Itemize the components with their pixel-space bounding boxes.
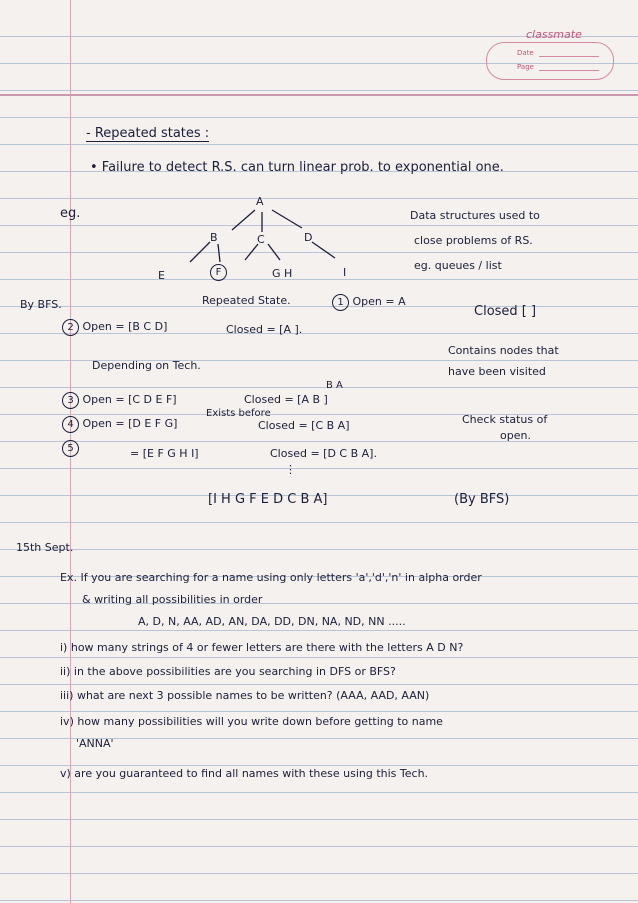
by-bfs-label: By BFS. <box>20 298 62 311</box>
contains-note-1: Contains nodes that <box>448 344 559 357</box>
step-1-closed: Closed [ ] <box>474 304 537 319</box>
question-4-name: 'ANNA' <box>76 737 114 750</box>
tree-node-a: A <box>256 195 264 208</box>
step-5-closed: Closed = [D C B A]. <box>270 447 377 460</box>
final-sequence: [I H G F E D C B A] <box>208 492 328 507</box>
tree-node-f: F <box>210 264 227 281</box>
final-by: (By BFS) <box>454 492 510 507</box>
date-note: 15th Sept. <box>16 541 74 554</box>
failure-point: • Failure to detect R.S. can turn linear prob. to exponential one. <box>90 160 504 175</box>
question-3: iii) what are next 3 possible names to be written? (AAA, AAD, AAN) <box>60 689 430 702</box>
exists-note: Exists before <box>206 408 271 419</box>
question-4: iv) how many possibilities will you write down before getting to name <box>60 715 443 728</box>
page-label: Page <box>517 63 534 71</box>
step-4-closed: Closed = [C B A] <box>258 419 350 432</box>
step-2: 2 Open = [B C D] <box>62 319 167 336</box>
tree-node-i: I <box>343 266 347 279</box>
check-note-1: Check status of <box>462 413 548 426</box>
step-2-closed: Closed = [A ]. <box>226 323 303 336</box>
step-3: 3 Open = [C D E F] <box>62 392 177 409</box>
step-3-closed: Closed = [A B ] <box>244 393 328 406</box>
tree-node-c: C <box>257 233 265 246</box>
question-5: v) are you guaranteed to find all names with these using this Tech. <box>60 767 429 780</box>
tree-node-gh: G H <box>272 267 293 280</box>
heading: - Repeated states : <box>86 126 210 141</box>
question-2: ii) in the above possibilities are you searching in DFS or BFS? <box>60 665 396 678</box>
exercise-line-2: & writing all possibilities in order <box>82 593 263 606</box>
tree-node-d: D <box>304 231 313 244</box>
tree-node-e: E <box>158 269 165 282</box>
ds-note-1: Data structures used to <box>410 209 540 222</box>
exercise-line-1: Ex. If you are searching for a name using only letters 'a','d','n' in alpha order <box>60 571 482 584</box>
step-5: 5 <box>62 440 79 457</box>
step-1: 1 Open = A <box>332 294 406 311</box>
step-4: 4 Open = [D E F G] <box>62 416 177 433</box>
ds-note-2: close problems of RS. <box>414 234 533 247</box>
ds-note-3: eg. queues / list <box>414 259 502 272</box>
date-label: Date <box>517 49 534 57</box>
contains-note-2: have been visited <box>448 365 546 378</box>
brand-logo: classmate <box>526 28 582 41</box>
tree-node-b: B <box>210 231 218 244</box>
question-1: i) how many strings of 4 or fewer letters are there with the letters A D N? <box>60 641 464 654</box>
repeated-state-label: Repeated State. <box>202 294 291 307</box>
name-sequence: A, D, N, AA, AD, AN, DA, DD, DN, NA, ND, NN ..... <box>138 615 406 628</box>
depending-note: Depending on Tech. <box>92 359 201 372</box>
step-5-open: = [E F G H I] <box>130 447 199 460</box>
continuation-dots: ⋮ <box>285 463 296 476</box>
check-note-2: open. <box>500 429 531 442</box>
step-3-over: B A <box>326 380 343 391</box>
eg-label: eg. <box>60 206 81 221</box>
